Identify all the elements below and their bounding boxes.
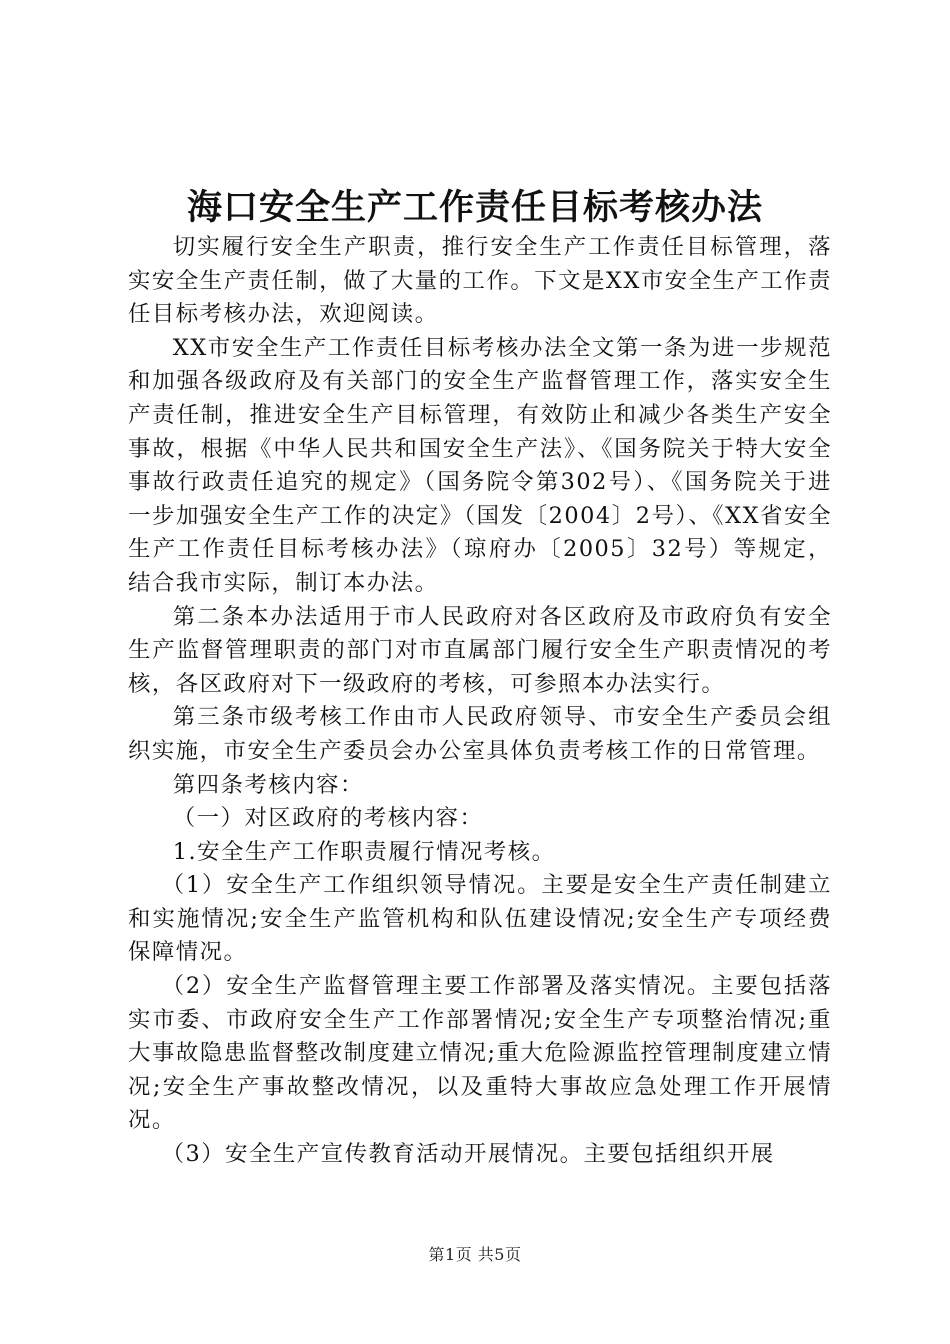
paragraph-subitem-3: （3）安全生产宣传教育活动开展情况。主要包括组织开展: [161, 1141, 775, 1168]
paragraph-article-4: 第四条考核内容：: [172, 771, 364, 798]
paragraph-subitem-2: （2）安全生产监督管理主要工作部署及落实情况。主要包括落实市委、市政府安全生产工作部署情况;安全生产专项整治情况;重大事故隐患监督整改制度建立情况;重大危险源监控管理制度建立情况;安全生产事故整改情况，以及重特大事故应急处理工作开展情况。: [128, 973, 832, 1134]
document-title: 海口安全生产工作责任目标考核办法: [186, 187, 763, 228]
paragraph-article-3: 第三条市级考核工作由市人民政府领导、市安全生产委员会组织实施，市安全生产委员会办公室具体负责考核工作的日常管理。: [128, 704, 832, 764]
document-body: [128, 231, 832, 1172]
page-footer: 第1页 共5页: [428, 1245, 522, 1264]
paragraph-subitem-1: （1）安全生产工作组织领导情况。主要是安全生产责任制建立和实施情况;安全生产监管机构和队伍建设情况;安全生产专项经费保障情况。: [128, 872, 832, 966]
paragraph-item-1: 1.安全生产工作职责履行情况考核。: [172, 838, 556, 865]
paragraph-article-1: XX市安全生产工作责任目标考核办法全文第一条为进一步规范和加强各级政府及有关部门的安全生产监督管理工作，落实安全生产责任制，推进安全生产目标管理，有效防止和减少各类生产安全事故，根据《中华人民共和国安全生产法》、《国务院关于特大安全事故行政责任追究的规定》（国务院令第302号）、《国务院关于进一步加强安全生产工作的决定》（国发〔2004〕2号）、《XX省安全生产工作责任目标考核办法》（琼府办〔2005〕32号）等规定，结合我市实际，制订本办法。: [128, 334, 832, 596]
paragraph-article-2: 第二条本办法适用于市人民政府对各区政府及市政府负有安全生产监督管理职责的部门对市直属部门履行安全生产职责情况的考核，各区政府对下一级政府的考核，可参照本办法实行。: [128, 603, 832, 697]
paragraph-intro: 切实履行安全生产职责，推行安全生产工作责任目标管理，落实安全生产责任制，做了大量的工作。下文是XX市安全生产工作责任目标考核办法，欢迎阅读。: [128, 234, 832, 328]
paragraph-section-1: （一）对区政府的考核内容：: [172, 805, 484, 832]
